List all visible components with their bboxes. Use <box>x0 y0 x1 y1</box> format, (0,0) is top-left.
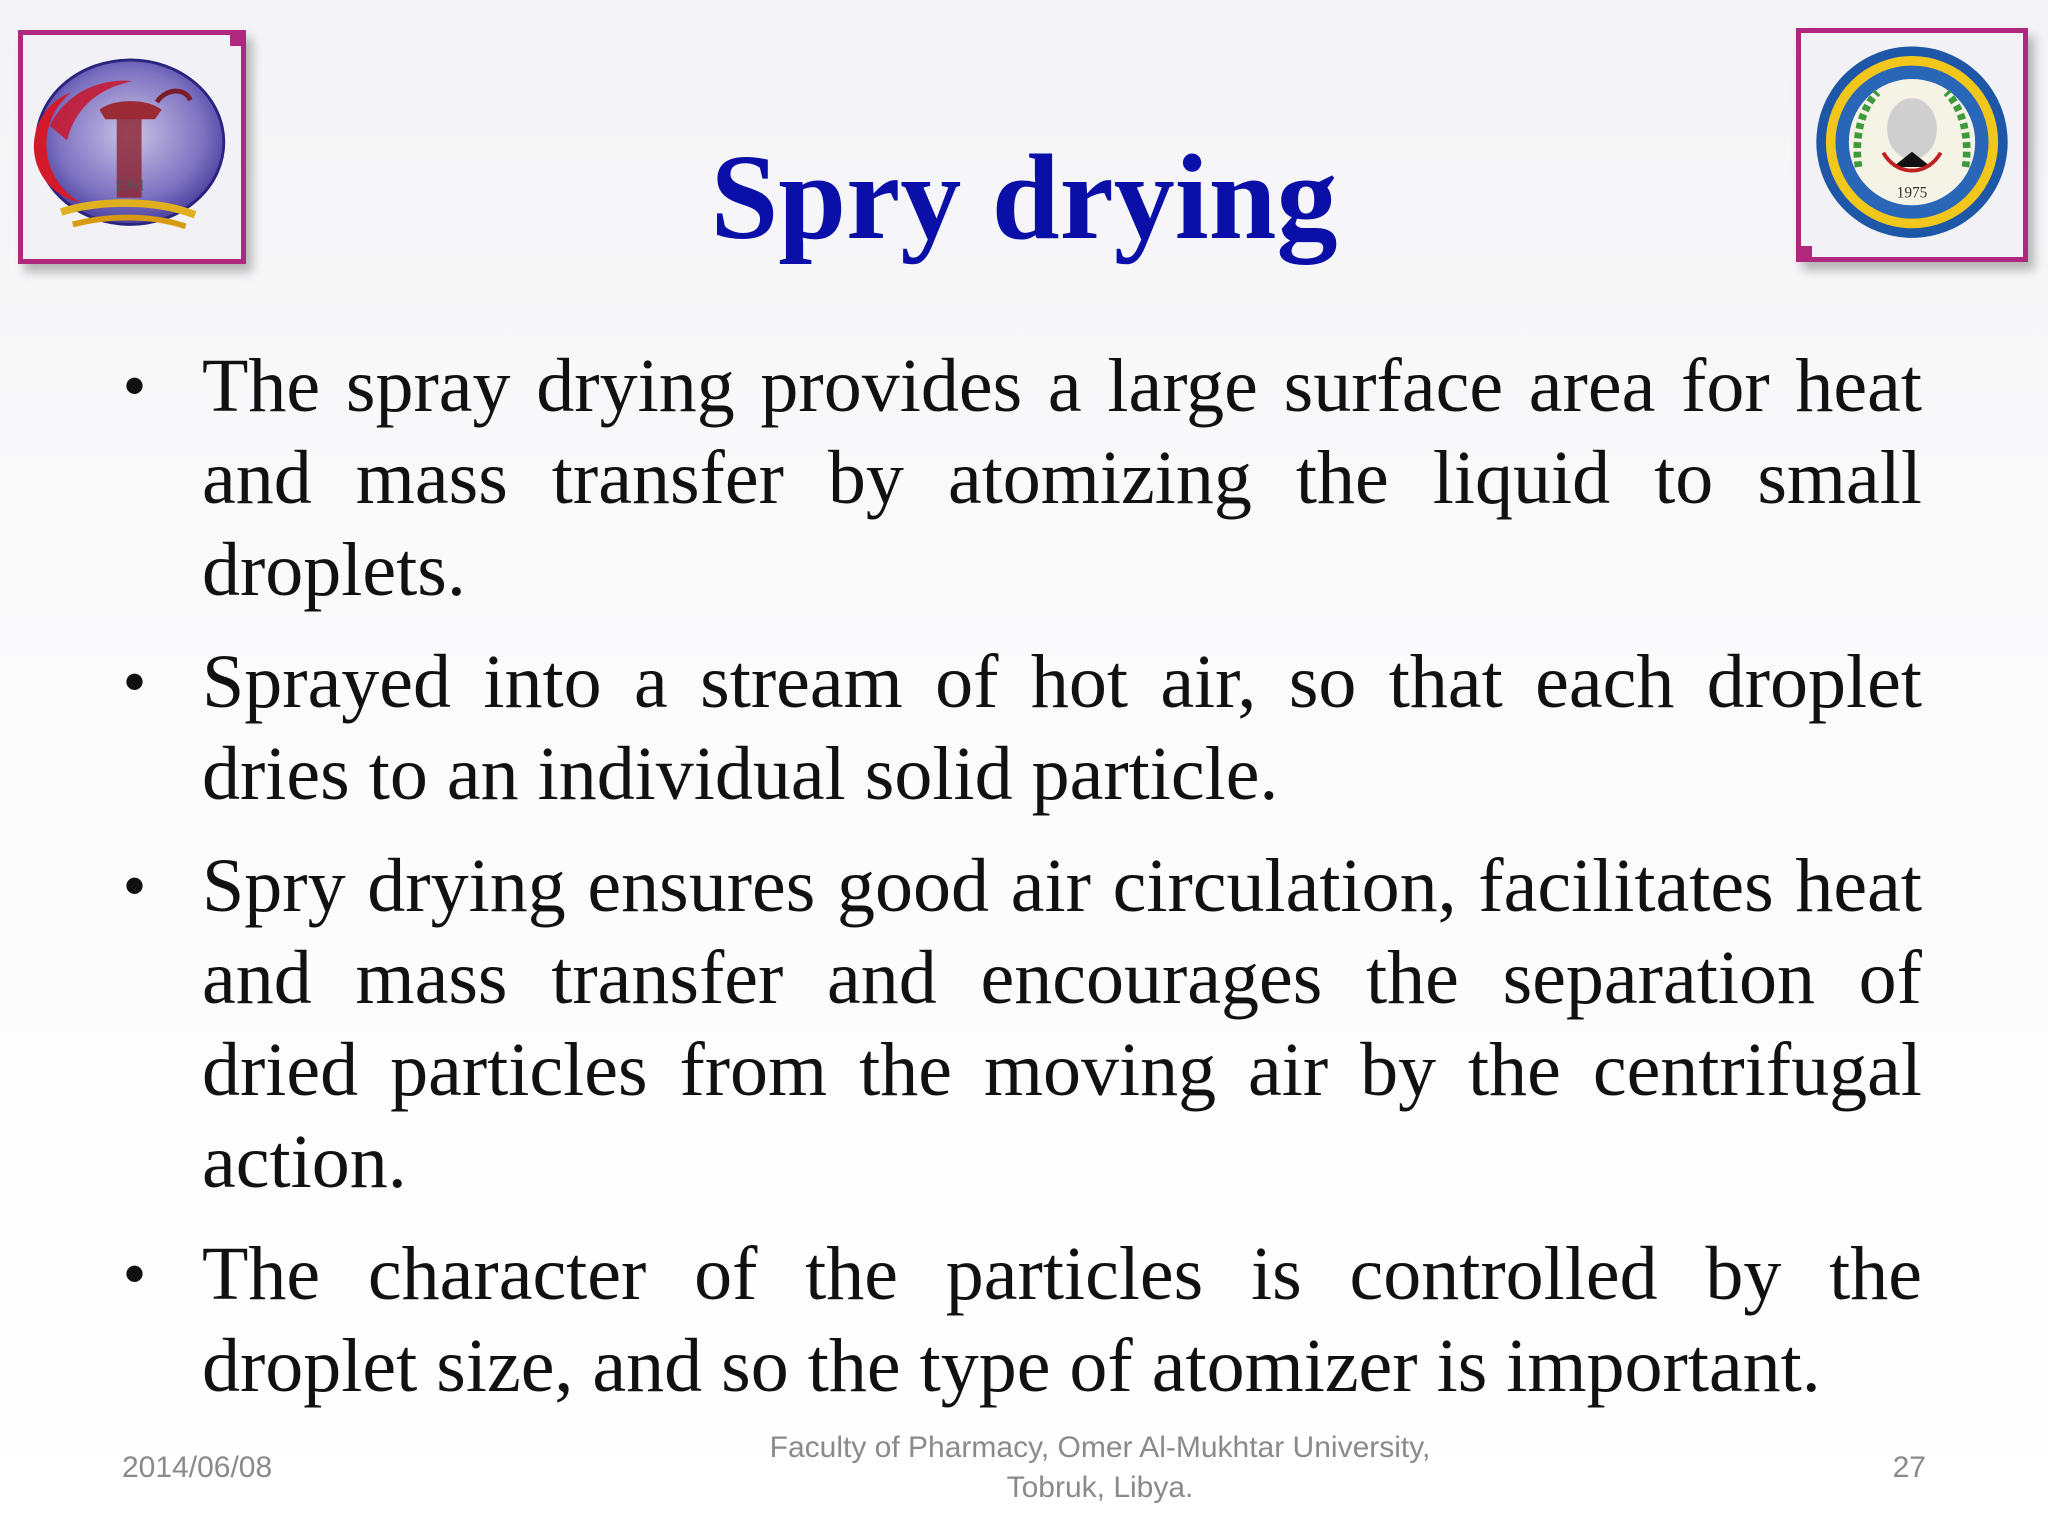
left-logo-year: 1961 <box>114 177 146 195</box>
bullet-text: The spray drying provides a large surface area for heat and mass transfer by atomizing the liquid to small droplets. <box>202 344 1922 612</box>
footer-institution <box>700 1428 1500 1508</box>
bullet-list <box>120 340 1922 1432</box>
bullet-item <box>120 636 1922 820</box>
bullet-symbol: • <box>124 1240 146 1307</box>
page-number: 27 <box>1892 1451 1926 1484</box>
bullet-text: Spry drying ensures good air circulation, facilitates heat and mass transfer and encourages the separation of dried particles from the moving air by the centrifugal action. <box>202 844 1922 1204</box>
bullet-symbol: • <box>124 852 146 919</box>
bullet-item <box>120 1228 1922 1412</box>
bullet-text: The character of the particles is controlled by the droplet size, and so the type of atomizer is important. <box>202 1232 1922 1408</box>
bullet-symbol: • <box>124 648 146 715</box>
footer-date: 2014/06/08 <box>122 1451 273 1484</box>
bullet-symbol: • <box>124 352 146 419</box>
bullet-item <box>120 840 1922 1208</box>
bullet-item <box>120 340 1922 616</box>
footer-institution-line2: Tobruk, Libya. <box>1006 1471 1194 1504</box>
bullet-text: Sprayed into a stream of hot air, so that each droplet dries to an individual solid particle. <box>202 640 1922 816</box>
slide-title: Spry drying <box>710 130 1338 265</box>
footer-institution-line1: Faculty of Pharmacy, Omer Al-Mukhtar University, <box>769 1431 1431 1464</box>
right-logo-year: 1975 <box>1896 184 1928 202</box>
